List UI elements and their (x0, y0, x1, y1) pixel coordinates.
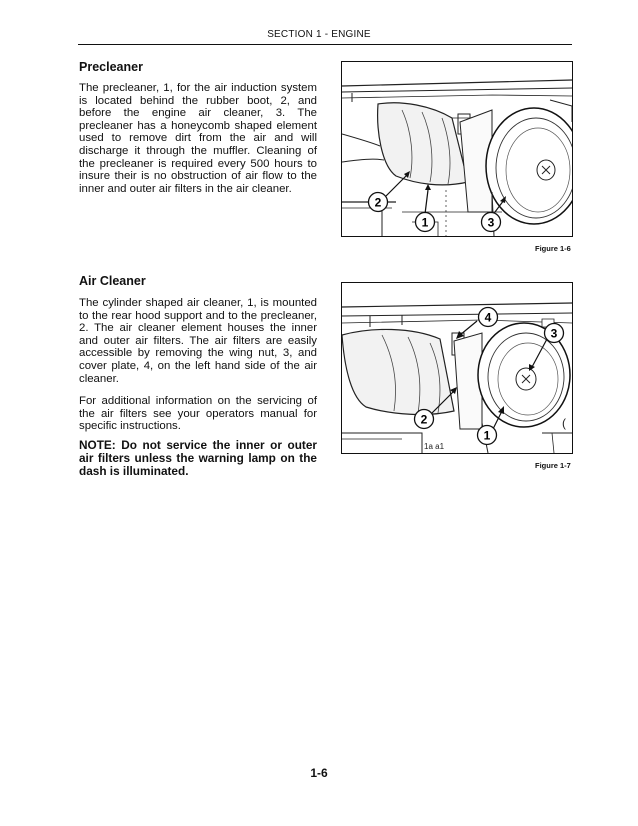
air-cleaner-paragraph-1: The cylinder shaped air cleaner, 1, is mounted to the rear hood support and to the precleaner, 2. The air cleaner element houses the inner and outer air filters. The air filters are easily accessible by removing the wing nut, 3, and cover plate, 4, on the left hand side of the air cleaner. (79, 297, 317, 385)
page-number: 1-6 (310, 766, 328, 780)
figure-1-7-scrawl: 1a a1 (424, 442, 445, 451)
precleaner-heading: Precleaner (79, 60, 143, 74)
figure-1-6 (341, 61, 573, 237)
callout-4 (479, 308, 498, 327)
svg-text:2: 2 (420, 412, 428, 427)
svg-text:3: 3 (487, 215, 495, 230)
svg-text:2: 2 (374, 195, 382, 210)
callout-1 (416, 213, 435, 232)
svg-text:3: 3 (550, 326, 558, 341)
service-note: NOTE: Do not service the inner or outer air filters unless the warning lamp on the dash is illuminated. (79, 438, 317, 478)
air-cleaner-paragraph-2: For additional information on the servicing of the air filters see your operators manual for specific instructions. (79, 395, 317, 433)
figure-1-6-caption: Figure 1-6 (535, 244, 571, 253)
header-rule (78, 44, 572, 45)
figure-1-7-edge-mark: ( (562, 416, 566, 430)
callout-3 (482, 213, 501, 232)
figure-1-6-illustration (342, 62, 572, 236)
figure-1-7-caption: Figure 1-7 (535, 461, 571, 470)
callout-1 (478, 426, 497, 445)
figure-1-7 (341, 282, 573, 454)
figure-1-7-illustration (342, 283, 572, 453)
callout-2 (415, 410, 434, 429)
precleaner-paragraph: The precleaner, 1, for the air induction system is located behind the rubber boot, 2, and before the engine air cleaner, 3. The precleaner has a honeycomb shaped element used to remove dirt from the air and will discharge it through the muffler. Cleaning of the precleaner is required every 500 hours to insure their is no obstruction of air flow to the inner and outer air filters in the air cleaner. (79, 82, 317, 195)
callout-2 (369, 193, 388, 212)
svg-text:1: 1 (421, 215, 429, 230)
air-cleaner-heading: Air Cleaner (79, 274, 146, 288)
callout-3 (545, 324, 564, 343)
svg-text:1: 1 (483, 428, 491, 443)
svg-text:4: 4 (484, 310, 492, 325)
section-header: SECTION 1 - ENGINE (267, 29, 371, 40)
